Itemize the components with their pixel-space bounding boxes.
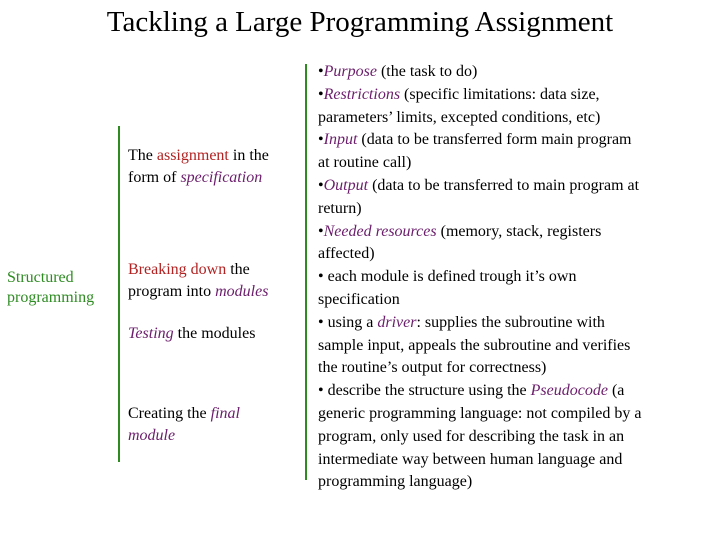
- step1-line2-prefix: form of: [128, 169, 181, 186]
- detail-line: • using a driver: supplies the subroutine with: [318, 313, 605, 331]
- step-testing: [128, 323, 255, 345]
- step-breaking-down: [128, 259, 268, 303]
- structured-programming-label: [7, 268, 117, 308]
- step4-line2-keyword: module: [128, 427, 176, 444]
- step1-mid: in the: [228, 147, 269, 164]
- detail-line: return): [318, 199, 362, 217]
- step1-line2-keyword: specification: [180, 169, 263, 186]
- slide-title: Tackling a Large Programming Assignment: [106, 6, 614, 38]
- detail-line: the routine’s output for correctness): [318, 359, 547, 377]
- step-assignment: [128, 145, 269, 189]
- detail-line: •Output (data to be transferred to main program at: [318, 176, 640, 194]
- detail-line: affected): [318, 245, 375, 263]
- step4-prefix: Creating the: [128, 405, 211, 422]
- detail-line: •Input (data to be transferred form main program: [318, 131, 632, 149]
- detail-line: •Needed resources (memory, stack, registers: [318, 222, 602, 240]
- details-list: [318, 61, 718, 494]
- detail-line: at routine call): [318, 154, 412, 172]
- step2-keyword: Breaking down: [128, 261, 227, 278]
- step-final-module: [128, 403, 240, 447]
- detail-line: sample input, appeals the subroutine and verifies: [318, 336, 631, 354]
- step4-keyword: final: [210, 405, 240, 422]
- detail-line: specification: [318, 290, 400, 308]
- detail-line: •Purpose (the task to do): [318, 63, 478, 80]
- step1-keyword: assignment: [156, 147, 229, 164]
- detail-line: •Restrictions (specific limitations: data size,: [318, 85, 600, 103]
- detail-line: • each module is defined trough it’s own: [318, 268, 577, 286]
- step2-line2-prefix: program into: [128, 283, 216, 300]
- detail-line: intermediate way between human language and: [318, 450, 623, 468]
- step2-line2-keyword: modules: [215, 283, 269, 300]
- detail-line: program, only used for describing the task in an: [318, 427, 625, 445]
- structured-label-line1: Structured: [7, 269, 74, 286]
- step3-rest: the modules: [173, 325, 256, 342]
- structured-label-line2: programming: [7, 289, 95, 306]
- step1-prefix: The: [128, 147, 157, 164]
- step3-keyword: Testing: [128, 325, 174, 342]
- left-divider: [118, 126, 120, 462]
- detail-line: programming language): [318, 473, 473, 491]
- detail-line: parameters’ limits, excepted conditions, etc): [318, 108, 601, 126]
- right-divider: [305, 64, 307, 480]
- detail-line: • describe the structure using the Pseudocode (a: [318, 382, 625, 400]
- step2-rest: the: [226, 261, 250, 278]
- detail-line: generic programming language: not compiled by a: [318, 404, 642, 422]
